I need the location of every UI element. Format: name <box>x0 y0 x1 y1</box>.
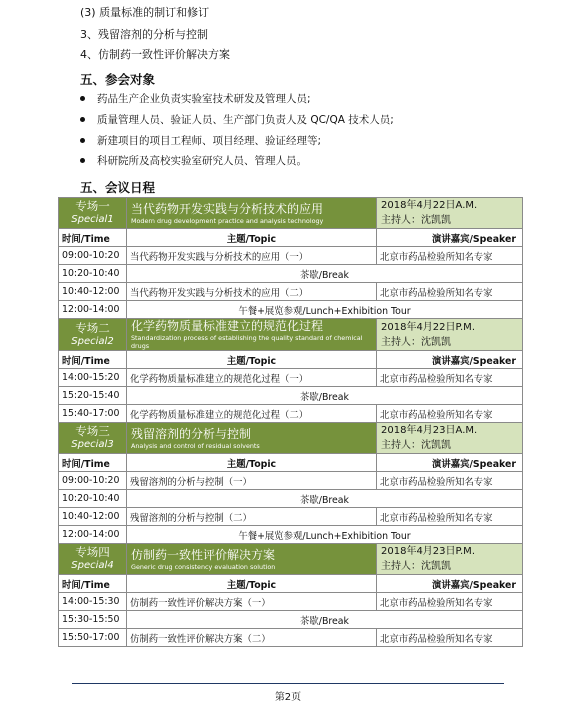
table-row: 15:40-17:00 化学药物质量标准建立的规范化过程（二） 北京市药品检验所知名专家 <box>59 405 523 423</box>
list-item: 4、仿制药一致性评价解决方案 <box>80 48 230 61</box>
footer-divider <box>72 683 504 684</box>
list-item: (3) 质量标准的制订和修订 <box>80 6 210 19</box>
list-item: 科研院所及高校实验室研究人员、管理人员。 <box>80 153 307 168</box>
table-row: 15:30-15:50 茶歇/Break <box>59 611 523 629</box>
table-row: 12:00-14:00 午餐+展览参观/Lunch+Exhibition Tour <box>59 526 523 544</box>
list-item: 新建项目的项目工程师、项目经理、验证经理等; <box>80 133 321 148</box>
table-row: 09:00-10:20 残留溶剂的分析与控制（一） 北京市药品检验所知名专家 <box>59 472 523 490</box>
table-row: 14:00-15:20 化学药物质量标准建立的规范化过程（一） 北京市药品检验所知名专家 <box>59 369 523 387</box>
table-row: 10:20-10:40 茶歇/Break <box>59 490 523 508</box>
table-row: 15:20-15:40 茶歇/Break <box>59 387 523 405</box>
bullet-icon <box>80 158 85 163</box>
table-row: 15:50-17:00 仿制药一致性评价解决方案（二） 北京市药品检验所知名专家 <box>59 629 523 647</box>
bullet-icon <box>80 117 85 122</box>
table-header-row: 时间/Time 主题/Topic 演讲嘉宾/Speaker <box>59 351 523 369</box>
session-header: 专场三 Special3 残留溶剂的分析与控制 Analysis and control of residual solvents 2018年4月23日A.M. 主持人：沈凯凯 <box>59 423 523 454</box>
bullet-icon <box>80 138 85 143</box>
list-item: 3、残留溶剂的分析与控制 <box>80 28 208 41</box>
session-header: 专场一 Special1 当代药物开发实践与分析技术的应用 Modern drug development practice and analysis technology 2018年4月22日A.M. 主持人：沈凯凯 <box>59 198 523 229</box>
table-header-row: 时间/Time 主题/Topic 演讲嘉宾/Speaker <box>59 575 523 593</box>
session-header: 专场四 Special4 仿制药一致性评价解决方案 Generic drug consistency evaluation solution 2018年4月23日P.M. 主持人：沈凯凯 <box>59 544 523 575</box>
table-header-row: 时间/Time 主题/Topic 演讲嘉宾/Speaker <box>59 229 523 247</box>
session-header: 专场二 Special2 化学药物质量标准建立的规范化过程 Standardization process of establishing the quality standard of chemical drugs 2018年4月22日P.M. 主持人：沈凯凯 <box>59 319 523 351</box>
table-row: 14:00-15:30 仿制药一致性评价解决方案（一） 北京市药品检验所知名专家 <box>59 593 523 611</box>
list-item: 药品生产企业负责实验室技术研发及管理人员; <box>80 91 311 106</box>
schedule-table <box>58 197 523 647</box>
table-row: 09:00-10:20 当代药物开发实践与分析技术的应用（一） 北京市药品检验所知名专家 <box>59 247 523 265</box>
table-row: 10:20-10:40 茶歇/Break <box>59 265 523 283</box>
table-row: 10:40-12:00 当代药物开发实践与分析技术的应用（二） 北京市药品检验所知名专家 <box>59 283 523 301</box>
list-item: 质量管理人员、验证人员、生产部门负责人及 QC/QA 技术人员; <box>80 112 394 127</box>
bullet-icon <box>80 96 85 101</box>
section-heading-schedule: 五、会议日程 <box>80 180 156 195</box>
section-heading-attendees: 五、参会对象 <box>80 72 156 87</box>
table-row: 12:00-14:00 午餐+展览参观/Lunch+Exhibition Tour <box>59 301 523 319</box>
table-header-row: 时间/Time 主题/Topic 演讲嘉宾/Speaker <box>59 454 523 472</box>
page-number: 第2页 <box>274 692 302 701</box>
table-row: 10:40-12:00 残留溶剂的分析与控制（二） 北京市药品检验所知名专家 <box>59 508 523 526</box>
